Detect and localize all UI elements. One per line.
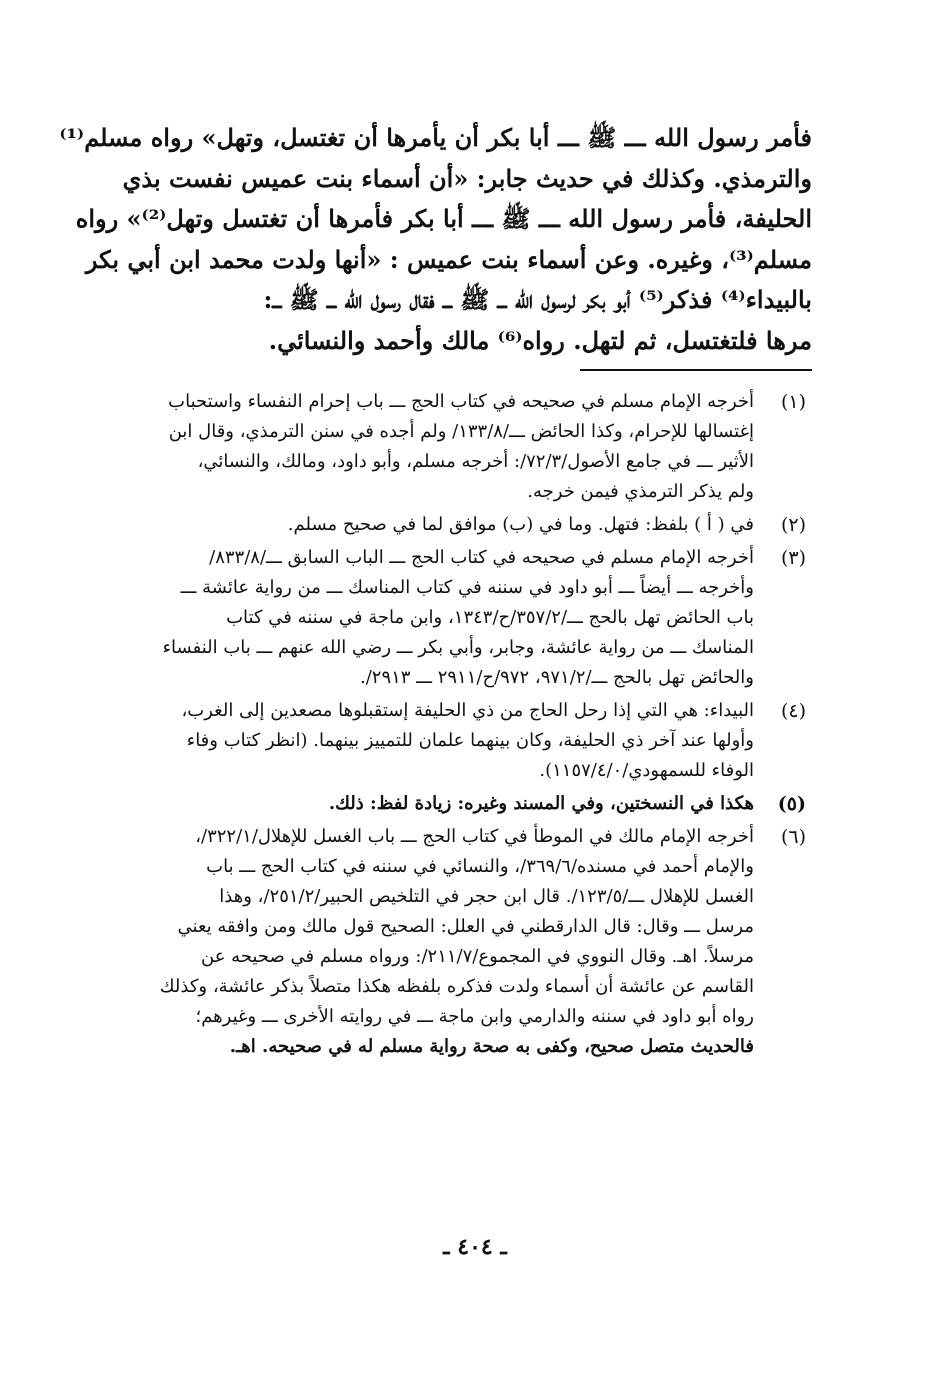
footnote-line: الغسل للإهلال ـــ/١٢٣/٥/. قال ابن حجر في التلخيص الحبير/٢٥١/٢/، وهذا (219, 886, 754, 907)
footnote-line: وأولها عند آخر ذي الحليفة، وكان بينهما علمان للتمييز بينهما. (انظر كتاب وفاء (186, 730, 754, 751)
footnote-text (112, 789, 754, 819)
footnote-line: الأثير ـــ في جامع الأصول/٧٢/٣/: أخرجه مسلم، وأبو داود، ومالك، والنسائي، (197, 451, 754, 472)
footnote-line: وأخرجه ـــ أيضاً ـــ أبو داود في سننه في كتاب المناسك ـــ من رواية عائشة ـــ (180, 577, 754, 598)
page-number: ـ ٤٠٤ ـ (443, 1234, 507, 1260)
footnote-line: هكذا في النسختين، وفي المسند وغيره: زيادة لفظ: ذلك. (328, 793, 754, 814)
footnote-line: في ( أ ) بلفظ: فتهل. وما في (ب) موافق لما في صحيح مسلم. (287, 514, 754, 535)
footnote-5 (112, 789, 812, 819)
footnote-text (112, 387, 754, 507)
footnotes (112, 387, 812, 1062)
footnote-number: (٥) (777, 793, 806, 815)
footnote-text (112, 696, 754, 786)
main-text-line: مرها فلتغتسل، ثم لتهل. رواه⁽⁶⁾ مالك وأحمد والنسائي. (268, 325, 812, 355)
footnote-text (112, 543, 754, 693)
footnote-separator (580, 369, 812, 371)
footnote-1 (112, 387, 812, 507)
main-text-line: بالبيداء⁽⁴⁾ فذكر⁽⁵⁾ أبو بكر لرسول الله ـــ ﷺ ـــ فقال رسول الله ـــ ﷺ ـــ: (263, 285, 812, 314)
footnote-3 (112, 543, 812, 693)
footnote-number: (٤) (780, 700, 806, 722)
footnote-number: (٦) (780, 826, 806, 848)
footnote-line: أخرجه الإمام مالك في الموطأ في كتاب الحج ـــ باب الغسل للإهلال/٣٢٢/١/، (195, 826, 754, 847)
main-text-line: الحليفة، فأمر رسول الله ـــ ﷺ ـــ أبا بكر فأمرها أن تغتسل وتهل⁽²⁾» رواه (75, 204, 812, 233)
footnote-line: ولم يذكر الترمذي فيمن خرجه. (527, 481, 754, 502)
footnote-line: الوفاء للسمهودي/١١٥٧/٤/٠). (539, 760, 754, 781)
footnote-line: مرسلاً. اهـ. وقال النووي في المجموع/٢١١/٧/: ورواه مسلم في صحيحه عن (201, 946, 754, 967)
footnote-line: أخرجه الإمام مسلم في صحيحه في كتاب الحج ـــ الباب السابق ـــ/٨٣٣/٨/ (209, 547, 754, 568)
main-text-line: مسلم⁽³⁾، وغيره. وعن أسماء بنت عميس : «أنها ولدت محمد ابن أبي بكر (85, 244, 812, 274)
footnote-line: فالحديث متصل صحيح، وكفى به صحة رواية مسلم له في صحيحه. اهـ. (229, 1036, 754, 1057)
footnote-line: والإمام أحمد في مسنده/٣٦٩/٦/، والنسائي في سننه في كتاب الحج ـــ باب (206, 856, 754, 877)
footnote-line: والحائض تهل بالحج ـــ/٩٧١/٢، ٩٧٢/ح/٢٩١١ ـــ ٢٩١٣/. (359, 667, 754, 688)
book-page (59, 118, 812, 1065)
footnote-text (112, 510, 754, 540)
main-text (59, 118, 812, 361)
footnote-text (112, 822, 754, 1062)
footnote-number: (١) (780, 391, 806, 413)
footnote-6 (112, 822, 812, 1062)
footnote-number: (٢) (780, 514, 806, 536)
footnote-line: رواه أبو داود في سننه والدارمي وابن ماجة ـــ في روايته الأخرى ـــ وغيرهم؛ (195, 1006, 754, 1027)
footnote-line: إغتسالها للإحرام، وكذا الحائض ـــ/١٣٣/٨/ ولم أجده في سنن الترمذي، وقال ابن (168, 421, 754, 442)
footnote-line: أخرجه الإمام مسلم في صحيحه في كتاب الحج ـــ باب إحرام النفساء واستحباب (168, 391, 754, 412)
footnote-2 (112, 510, 812, 540)
footnote-4 (112, 696, 812, 786)
footnote-line: مرسل ـــ وقال: قال الدارقطني في العلل: الصحيح قول مالك ومن وافقه يعني (177, 916, 754, 937)
footnote-number: (٣) (780, 547, 806, 569)
main-text-line: والترمذي. وكذلك في حديث جابر: «أن أسماء بنت عميس نفست بذي (122, 163, 812, 193)
main-text-line: فأمر رسول الله ـــ ﷺ ـــ أبا بكر أن يأمرها أن تغتسل، وتهل» رواه مسلم⁽¹⁾ (59, 123, 812, 152)
footnote-line: البيداء: هي التي إذا رحل الحاج من ذي الحليفة إستقبلوها مصعدين إلى الغرب، (181, 700, 754, 721)
footnote-line: المناسك ـــ من رواية عائشة، وجابر، وأبي بكر ـــ رضي الله عنهم ـــ باب النفساء (162, 637, 754, 658)
footnote-line: باب الحائض تهل بالحج ـــ/٣٥٧/٢/ح/١٣٤٣، وابن ماجة في سننه في كتاب (226, 607, 754, 628)
footnote-line: القاسم عن عائشة أن أسماء ولدت فذكره بلفظه هكذا متصلاً بذكر عائشة، وكذلك (159, 976, 754, 997)
